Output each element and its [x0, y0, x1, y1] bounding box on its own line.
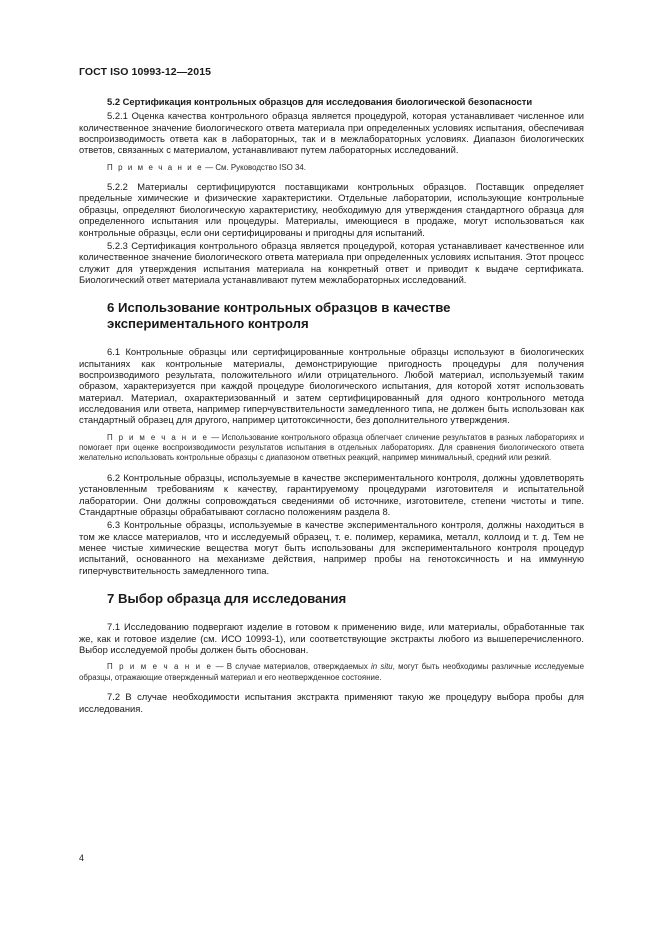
note-label: П р и м е ч а н и е: [107, 662, 213, 672]
note-7-1: [79, 662, 584, 683]
paragraph-5-2-3: 5.2.3 Сертификация контрольного образца является процедурой, которая устанавливает качественное или количественное значение биологического ответа материала при определенных условиях испытания. Этот процесс служит для утверждения испытания материала на конкретный ответ и приводит к выдаче сертификата. Биологический ответ материала устанавливают путем межлабораторных исследований.: [79, 239, 584, 285]
note-label: П р и м е ч а н и е: [107, 432, 209, 442]
note-text-b: , могут быть необходимы различные исследуемые образцы, отражающие отвержденный материал и его неотвержденное состояние.: [79, 662, 584, 682]
note-6-1: [79, 433, 584, 464]
note-text: — См. Руководство ISO 34.: [203, 162, 306, 172]
paragraph-7-2: 7.2 В случае необходимости испытания экстракта применяют такую же процедуру выбора пробы для исследования.: [79, 691, 584, 714]
paragraph-5-2-1: 5.2.1 Оценка качества контрольного образца является процедурой, которая устанавливает численное или количественное значение биологического ответа материала при определенных условиях испытания, обеспечивая воспроизводимость ответа как в лабораторных, так и в межлабораторных условиях. Диапазон биологических ответов, связанных с материалом, устанавливают путем лабораторных исследований.: [79, 110, 584, 156]
note-5-2-1: [79, 163, 584, 173]
section-7-title: 7 Выбор образца для исследования: [107, 590, 347, 606]
paragraph-6-2: 6.2 Контрольные образцы, используемые в качестве экспериментального контроля, должны удовлетворять установленным требованиям к качеству, гарантируемому процедурами изготовителя и испытательной лаборатории. Они должны сопровождаться сведениями об источнике, изготовителе, степени чистоты и типе. Стандартные образцы обрабатывают согласно положениям раздела 8.: [79, 471, 584, 517]
paragraph-5-2-2: 5.2.2 Материалы сертифицируются поставщиками контрольных образцов. Поставщик определяет предельные химические и физические характеристики. Отдельные лаборатории, использующие контрольные образцы, определяют биологическую характеристику, необходимую для утверждения стандартного образца для определенного испытания или процедуры. Материалы, имеющиеся в продаже, могут использоваться как контрольные образцы, если они сертифицированы и пригодны для испытаний.: [79, 181, 584, 238]
document-header: ГОСТ ISO 10993-12—2015: [79, 66, 212, 78]
paragraph-7-1: 7.1 Исследованию подвергают изделие в готовом к применению виде, или материалы, обработанные так же, как и готовое изделие (см. ИСО 10993-1), или соответствующие экстракты любого из вышеперечисленного. Выбор исследуемой пробы должен быть обоснован.: [79, 621, 584, 656]
subsection-5-2-title: 5.2 Сертификация контрольных образцов для исследования биологической безопасности: [107, 96, 533, 107]
page-content: [79, 96, 584, 716]
section-6-title: [107, 300, 584, 331]
note-label: П р и м е ч а н и е: [107, 162, 204, 172]
note-text-italic: in situ: [371, 662, 393, 672]
paragraph-6-3: 6.3 Контрольные образцы, используемые в качестве экспериментального контроля, должны находиться в том же классе материалов, что и исследуемый образец, т. е. полимер, керамика, металл, коллоид и т. д. Тем не менее чистые химические вещества могут быть использованы для экспериментального контроля процедур испытаний, основанного на механизме действия, например пробы на генотоксичность и на иммунную гиперчувствительность замедленного типа.: [79, 519, 584, 576]
page-number: 4: [79, 853, 85, 863]
note-text: — Использование контрольного образца облегчает сличение результатов в разных лабораториях и помогает при оценке воспроизводимости результатов испытания в отдельных лабораториях. Для сравнения биологического ответа желательно использовать контрольные образцы с диапазоном ответных реакций, например минимальный, средний или резкий.: [79, 432, 584, 463]
note-text-a: — В случае материалов, отверждаемых: [212, 662, 372, 672]
paragraph-6-1: 6.1 Контрольные образцы или сертифицированные контрольные образцы используют в биологических испытаниях как контрольные материалы, демонстрирующие пригодность процедуры для получения воспроизводимого результата, положительного и/или отрицательного. Любой материал, используемый таким образом, характеризуется при каждой процедуре биологического испытания, для которой хотят использовать материал. Материал, охарактеризованный и затем сертифицированный для одного контрольного метода исследования или ответа, например гиперчувствительности замедленного типа, не должен быть использован как стандартный образец для другого, например цитотоксичности, без дополнительного утверждения.: [79, 346, 584, 426]
section-6-title-line1: 6 Использование контрольных образцов в качестве: [107, 300, 451, 316]
section-6-title-line2: экспериментального контроля: [107, 315, 309, 331]
